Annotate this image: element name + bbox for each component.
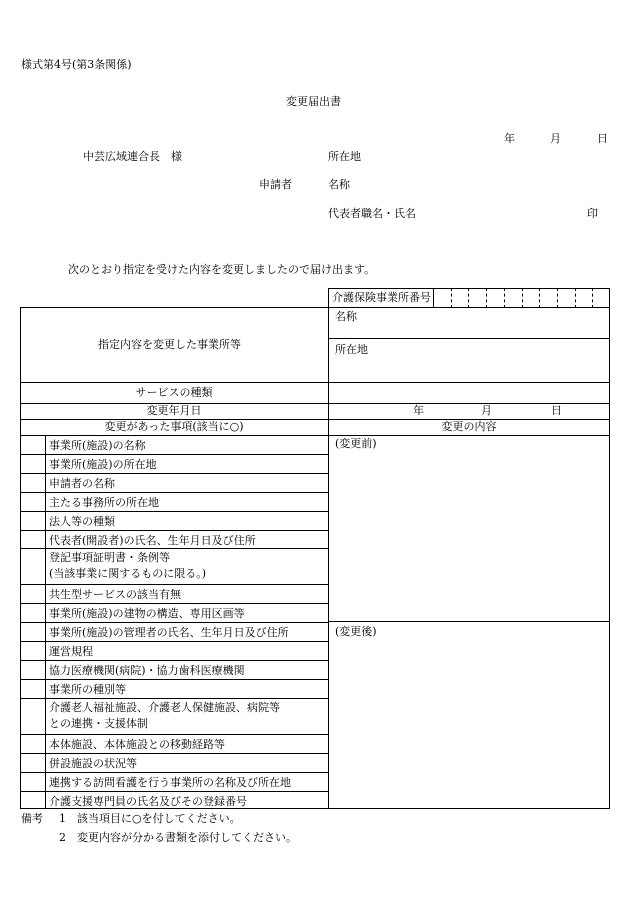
change-item-separator [20, 603, 328, 604]
change-item-separator [20, 473, 328, 474]
change-item-label: 申請者の名称 [49, 476, 115, 490]
change-item-row [49, 625, 289, 641]
change-item-separator [20, 641, 328, 642]
before-after-divider [328, 621, 610, 622]
applicant-label: 申請者 [259, 178, 292, 191]
change-item-label: 事業所の種別等 [49, 682, 126, 696]
office-number-digit-box [522, 288, 523, 308]
office-number-digit-box [557, 288, 558, 308]
applicant-address-label: 所在地 [328, 150, 361, 163]
change-date-day: 日 [551, 404, 562, 417]
change-item-separator [20, 548, 328, 549]
change-date-label: 変更年月日 [146, 404, 202, 417]
change-item-label: 事業所(施設)の管理者の氏名、生年月日及び住所 [49, 626, 289, 640]
change-item-label: との連携・支援体制 [49, 716, 148, 730]
change-item-label: 併設施設の状況等 [49, 756, 137, 770]
office-address-label: 所在地 [335, 343, 368, 356]
service-type-label: サービスの種類 [135, 386, 213, 399]
change-item-row [49, 550, 206, 582]
applicant-name-label: 名称 [328, 178, 350, 191]
intro-text: 次のとおり指定を受けた内容を変更しましたので届け出ます。 [68, 263, 376, 276]
change-item-separator [20, 622, 328, 623]
change-item-row [49, 495, 159, 511]
change-item-label: 介護支援専門員の氏名及びその登録番号 [49, 794, 247, 808]
change-item-separator [20, 772, 328, 773]
office-label: 指定内容を変更した事業所等 [98, 338, 241, 351]
change-item-label: 主たる事務所の所在地 [49, 495, 159, 509]
office-number-digit-box [433, 288, 434, 308]
change-item-separator [20, 734, 328, 735]
change-item-label: 登記事項証明書・条例等 [49, 551, 170, 565]
change-item-separator [20, 530, 328, 531]
line-after-office [20, 382, 610, 383]
change-item-separator [20, 492, 328, 493]
change-item-separator [20, 791, 328, 792]
change-item-separator [20, 454, 328, 455]
change-date-month: 月 [481, 404, 492, 417]
office-name-label: 名称 [335, 310, 357, 323]
change-item-label: 介護老人福祉施設、介護老人保健施設、病院等 [49, 700, 280, 714]
form-title: 変更届出書 [286, 95, 341, 108]
office-number-digit-box [468, 288, 469, 308]
office-inner-line [328, 338, 610, 339]
line-after-headers [20, 435, 610, 436]
seal-mark: 印 [587, 207, 598, 220]
office-number-digit-box [592, 288, 593, 308]
change-item-row [49, 606, 245, 622]
change-item-separator [20, 584, 328, 585]
change-item-row [49, 682, 126, 698]
change-item-row [49, 476, 115, 492]
change-item-label: 代表者(開設者)の氏名、生年月日及び住所 [49, 533, 256, 547]
items-header: 変更があった事項(該当に○) [104, 420, 244, 433]
header-date-month: 月 [550, 132, 561, 145]
change-item-separator [20, 698, 328, 699]
change-item-row [49, 438, 146, 454]
office-number-digit-box [451, 288, 452, 308]
content-header: 変更の内容 [441, 420, 497, 433]
change-item-label: 本体施設、本体施設との移動経路等 [49, 737, 225, 751]
change-item-row [49, 794, 247, 810]
change-item-label: 協力医療機関(病院)・協力歯科医療機関 [49, 664, 245, 677]
notes-label: 備考 [21, 812, 43, 825]
change-item-separator [20, 660, 328, 661]
office-number-digit-box [486, 288, 487, 308]
office-number-label: 介護保険事業所番号 [332, 291, 431, 304]
change-item-row [49, 587, 181, 603]
change-item-row [49, 457, 157, 473]
change-item-label: 事業所(施設)の建物の構造、専用区画等 [49, 607, 245, 621]
change-item-separator [20, 679, 328, 680]
change-item-label: 共生型サービスの該当有無 [49, 588, 181, 602]
change-item-row [49, 533, 256, 549]
change-item-row [49, 756, 137, 772]
form-number: 様式第4号(第3条関係) [21, 58, 132, 71]
applicant-representative-label: 代表者職名・氏名 [328, 207, 416, 220]
before-label: (変更前) [335, 437, 377, 450]
change-item-separator [20, 753, 328, 754]
change-item-row [49, 775, 291, 791]
addressee: 中芸広域連合長 様 [83, 150, 182, 163]
change-item-label: 事業所(施設)の所在地 [49, 457, 157, 471]
after-label: (変更後) [335, 625, 377, 638]
change-item-label: 事業所(施設)の名称 [49, 439, 146, 452]
change-item-row [49, 737, 225, 753]
office-number-digit-box [575, 288, 576, 308]
change-item-row [49, 644, 93, 660]
change-item-label: 連携する訪問看護を行う事業所の名称及び所在地 [49, 775, 291, 789]
office-number-digit-box [504, 288, 505, 308]
note-1: 1 該当項目に○を付してください。 [59, 812, 241, 825]
change-item-row [49, 700, 280, 732]
office-number-digit-box [539, 288, 540, 308]
header-date-year: 年 [504, 132, 515, 145]
change-item-label: (当該事業に関するものに限る。) [49, 567, 207, 581]
note-2: 2 変更内容が分かる書類を添付してください。 [59, 831, 297, 844]
header-date-day: 日 [597, 132, 608, 145]
change-item-row [49, 514, 115, 530]
change-item-separator [20, 511, 328, 512]
change-item-label: 法人等の種類 [49, 514, 115, 528]
change-item-row [49, 663, 245, 679]
change-item-label: 運営規程 [49, 645, 93, 659]
change-date-year: 年 [413, 404, 424, 417]
